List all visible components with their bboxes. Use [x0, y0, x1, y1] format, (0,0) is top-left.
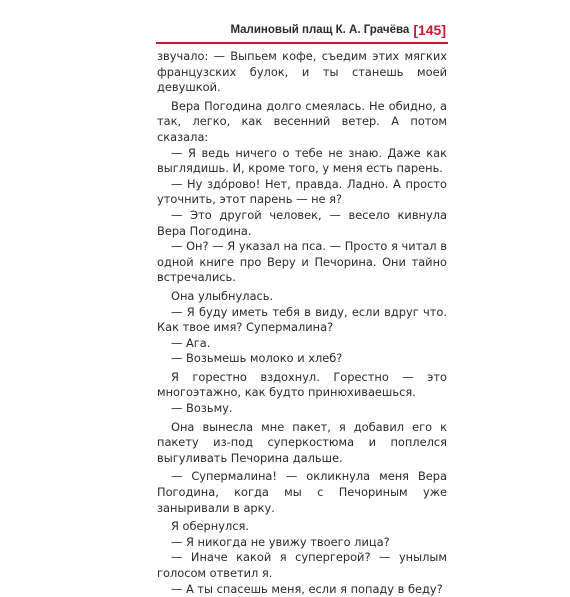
- header-rule: [156, 42, 448, 44]
- running-header: [230, 22, 446, 38]
- page-number: [145]: [413, 22, 446, 38]
- paragraph: — Возьму.: [171, 401, 233, 416]
- paragraph: Я горестно вздохнул. Горестно — это многоэтажно, как будто принюхиваешься.: [157, 369, 447, 400]
- paragraph: — А ты спасешь меня, если я попаду в беду?: [171, 581, 443, 596]
- paragraph: Я обернулся.: [171, 519, 249, 534]
- paragraph: — Я ведь ничего о тебе не знаю. Даже как выглядишь. И, кроме того, у меня есть парень.: [157, 145, 447, 176]
- paragraph: — Я буду иметь тебя в виду, если вдруг что. Как твое имя? Супермалина?: [157, 304, 447, 335]
- paragraph: — Это другой человек, — весело кивнула Вера Погодина.: [157, 207, 447, 238]
- paragraph: — Я никогда не увижу твоего лица?: [171, 534, 390, 549]
- paragraph: Вера Погодина долго смеялась. Не обидно, а так, легко, как весенний ветер. А потом сказала:: [157, 98, 447, 144]
- paragraph: звучало: — Выпьем кофе, съедим этих мягких французских булок, и ты станешь моей девушкой.: [157, 49, 447, 95]
- paragraph: — Супермалина! — окликнула меня Вера Погодина, когда мы с Печориным уже заныривали в арку.: [157, 469, 447, 515]
- paragraph: — Иначе какой я супергерой? — унылым голосом ответил я.: [157, 550, 447, 580]
- running-title: Малиновый плащ К. А. Грачёва: [230, 24, 410, 36]
- paragraph: Она вынесла мне пакет, я добавил его к пакету из-под суперкостюма и поплелся выгуливать Печорина дальше.: [157, 419, 447, 465]
- paragraph: — Возьмешь молоко и хлеб?: [171, 351, 343, 366]
- paragraph: — Ну здо́рово! Нет, правда. Ладно. А просто уточнить, этот парень — не я?: [157, 176, 447, 207]
- paragraph: — Ага.: [171, 335, 211, 350]
- body-text: [157, 49, 447, 597]
- paragraph: — Он? — Я указал на пса. — Просто я читал в одной книге про Веру и Печорина. Они тайно встречались.: [157, 239, 447, 285]
- paragraph: Она улыбнулась.: [171, 288, 274, 303]
